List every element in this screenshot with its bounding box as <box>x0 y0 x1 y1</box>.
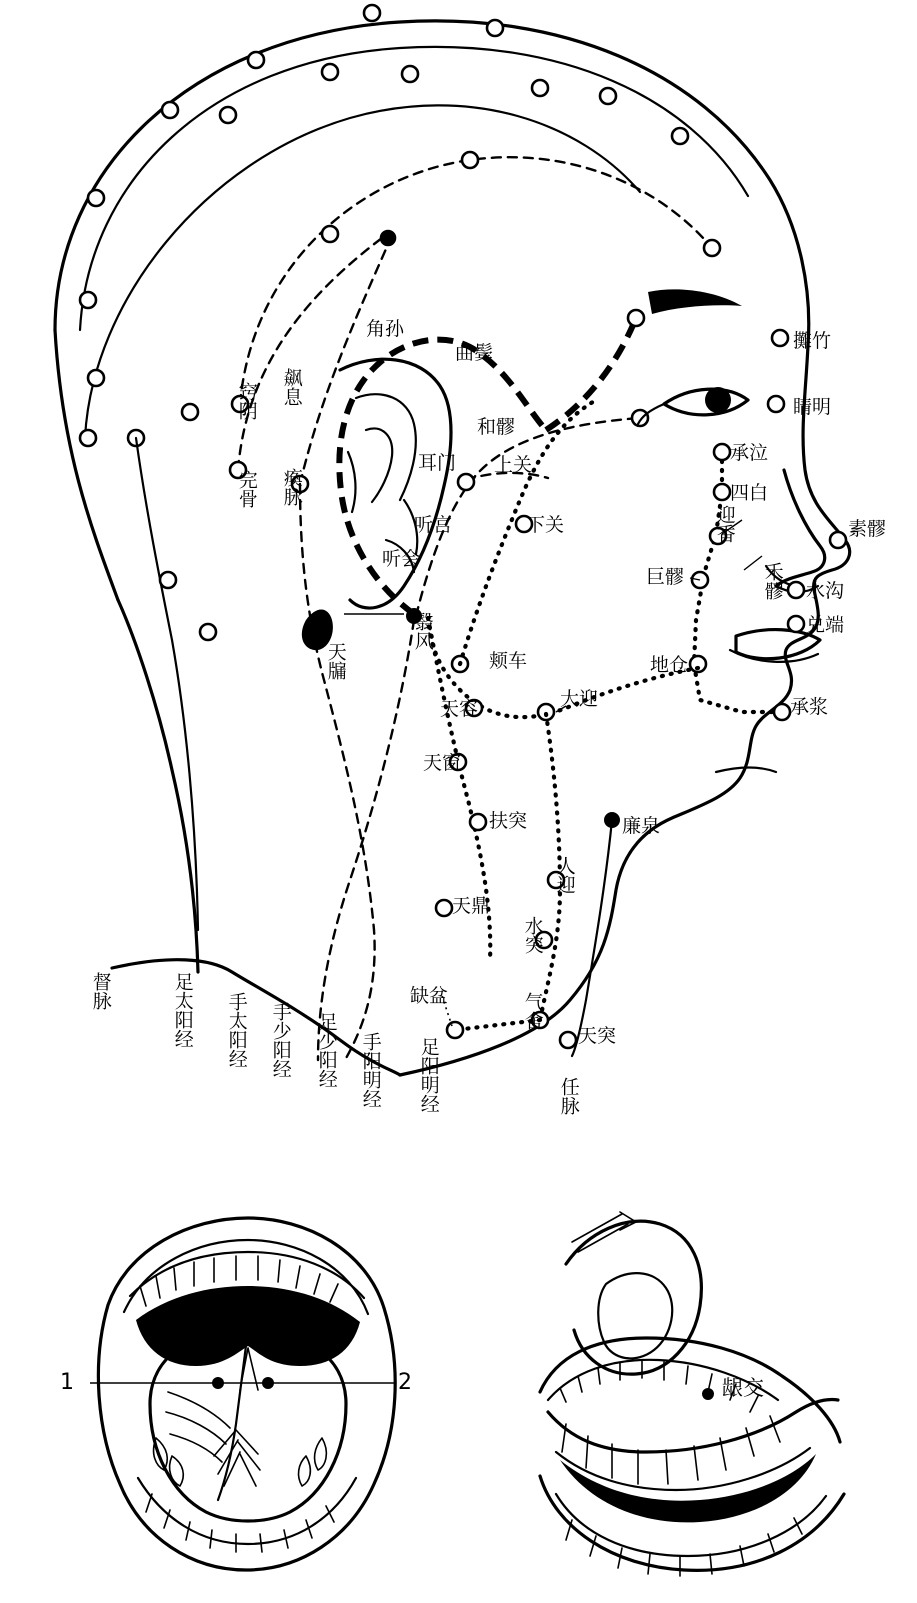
acupoint-label-qubin: 曲鬓 <box>455 342 494 364</box>
acupoint-label-zanzhu: 攤竹 <box>793 330 832 352</box>
acupoint-label-heliao-li: 禾髎 <box>761 562 784 600</box>
acupoint-label-qiaoyin: 窍阴 <box>235 382 258 420</box>
acupoint-label-renying: 人迎 <box>553 856 576 894</box>
mouth-marker-1: 1 <box>60 1370 74 1395</box>
acupoint-label-chimai: 瘓脉 <box>280 468 303 506</box>
acupoint-label-lianquan: 廉泉 <box>622 815 661 837</box>
acupoint-label-suliao: 素髎 <box>848 518 887 540</box>
acupoint-label-tianrong: 天容 <box>440 698 479 720</box>
acupoint-label-wangu: 完骨 <box>235 470 258 508</box>
meridian-label-shou-taiyang: 手太阳经 <box>225 992 248 1068</box>
acupoint-label-chengqi: 承泣 <box>730 442 769 464</box>
acupoint-label-jiaosun: 角孙 <box>366 318 405 340</box>
acupoint-label-luxi: 飙息 <box>280 368 303 406</box>
acupoint-label-yingxiang: 迎香 <box>713 505 736 543</box>
acupoint-label-tinghui: 听会 <box>382 548 421 570</box>
acupoint-label-tinggong: 听宫 <box>414 514 453 536</box>
acupoint-label-yifeng: 翳风 <box>411 612 434 650</box>
meridian-label-zu-shaoyang: 足少阳经 <box>315 1012 338 1088</box>
meridian-label-dumai: 督脉 <box>89 972 112 1010</box>
acupoint-label-juliao: 巨髎 <box>646 566 685 588</box>
acupoint-label-daying: 大迎 <box>560 688 599 710</box>
meridian-label-zu-taiyang: 足太阳经 <box>171 972 194 1048</box>
acupoint-label-quepen: 缺盆 <box>410 985 449 1007</box>
acupoint-label-tianding: 天鼎 <box>452 895 491 917</box>
acupoint-label-futu: 扶突 <box>489 810 528 832</box>
meridian-label-renmai: 任脉 <box>557 1077 580 1115</box>
acupoint-label-heliao: 和髎 <box>477 416 516 438</box>
meridian-label-shou-shaoyang: 手少阳经 <box>269 1002 292 1078</box>
acupoint-label-xiaguan: 下关 <box>526 514 565 536</box>
acupoint-label-qishe: 气舍 <box>521 992 544 1030</box>
acupoint-label-duiduan: 兑端 <box>806 614 845 636</box>
acupoint-label-shuigou: 水沟 <box>806 580 845 602</box>
acupoint-label-yinjiao: 龈交 <box>722 1376 764 1400</box>
mouth-marker-2: 2 <box>398 1370 412 1395</box>
acupoint-label-shuitu: 水突 <box>521 916 544 954</box>
acupoint-label-jiache: 颊车 <box>489 650 528 672</box>
meridian-label-shou-yangming: 手阳明经 <box>359 1032 382 1108</box>
acupoint-label-dicang: 地仓 <box>650 654 689 676</box>
acupoint-label-ermen: 耳门 <box>418 452 457 474</box>
acupoint-label-sibai: 四白 <box>730 482 769 504</box>
acupoint-label-jingming: 睛明 <box>793 396 832 418</box>
acupoint-label-tiantu: 天突 <box>578 1025 617 1047</box>
acupoint-label-tianchuang: 天窗 <box>423 752 462 774</box>
meridian-label-zu-yangming: 足阳明经 <box>417 1037 440 1113</box>
acupoint-label-chengjiang: 承浆 <box>790 696 829 718</box>
acupoint-label-tianyou: 天牖 <box>324 642 347 680</box>
acupoint-label-shangguan: 上关 <box>494 454 533 476</box>
